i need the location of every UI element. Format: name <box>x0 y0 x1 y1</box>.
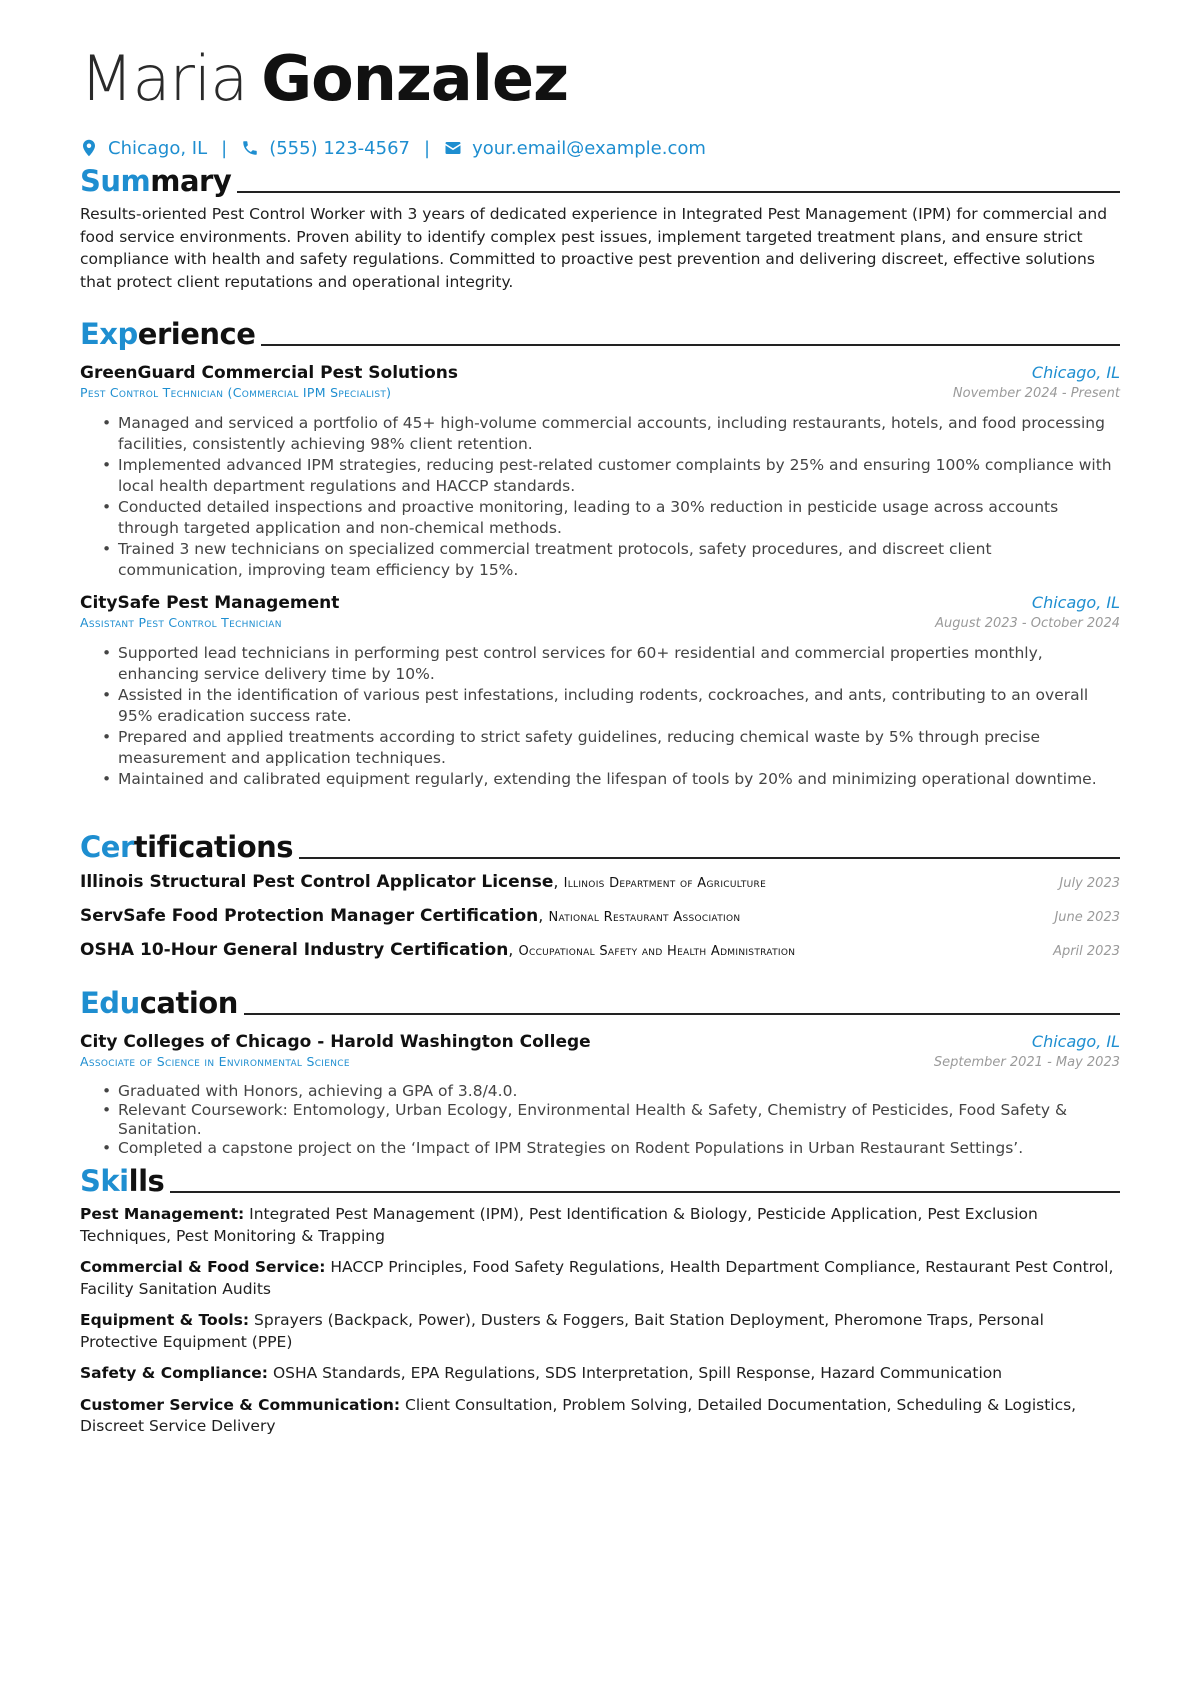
section-title: Summary <box>80 164 232 198</box>
bullet-item: • Relevant Coursework: Entomology, Urban Ecology, Environmental Health & Safety, Chemistry of Pesticides, Food Safety & Sanitation. <box>80 1101 1120 1139</box>
map-pin-icon <box>80 139 98 157</box>
cert-date: July 2023 <box>1059 876 1120 891</box>
section-rule <box>244 1013 1120 1015</box>
company-name: GreenGuard Commercial Pest Solutions <box>80 363 458 383</box>
skill-text: HACCP Principles, Food Safety Regulations, Health Department Compliance, Restaurant Pest Control, Facility Sanitation Audits <box>80 1258 1114 1298</box>
bullet-item: • Maintained and calibrated equipment regularly, extending the lifespan of tools by 20% and minimizing operational downtime. <box>80 769 1120 790</box>
cert-name: Illinois Structural Pest Control Applicator License <box>80 872 554 892</box>
section-rule <box>237 191 1120 193</box>
school-name: City Colleges of Chicago - Harold Washington College <box>80 1032 591 1052</box>
bullet-item: • Completed a capstone project on the ‘Impact of IPM Strategies on Rodent Populations in Urban Restaurant Settings’. <box>80 1139 1120 1158</box>
job-entry <box>80 363 1120 581</box>
skill-group <box>80 1310 1120 1353</box>
section-title: Skills <box>80 1164 165 1198</box>
section-rule <box>170 1191 1120 1193</box>
skill-text: Client Consultation, Problem Solving, Detailed Documentation, Scheduling & Logistics, Discreet Service Delivery <box>80 1395 1077 1435</box>
contact-bar <box>80 134 706 162</box>
phone-text: (555) 123-4567 <box>269 137 410 159</box>
skill-group <box>80 1395 1120 1438</box>
section-header <box>80 982 1120 1020</box>
skill-label: Equipment & Tools: <box>80 1311 250 1329</box>
contact-location <box>80 138 207 159</box>
summary-section <box>80 160 1120 293</box>
section-title: Education <box>80 986 238 1020</box>
cert-name: OSHA 10-Hour General Industry Certification <box>80 940 509 960</box>
section-rule <box>261 344 1120 346</box>
certifications-section <box>80 826 1120 974</box>
candidate-name <box>80 42 568 116</box>
company-name: CitySafe Pest Management <box>80 593 340 613</box>
section-header <box>80 313 1120 351</box>
section-header <box>80 826 1120 864</box>
skill-label: Safety & Compliance: <box>80 1364 268 1382</box>
job-location: Chicago, IL <box>1031 363 1120 382</box>
school-location: Chicago, IL <box>1031 1032 1120 1051</box>
job-dates: August 2023 - October 2024 <box>935 616 1120 631</box>
education-section <box>80 982 1120 1158</box>
certification-item: Illinois Structural Pest Control Applicator License, Illinois Department of Agriculture July 2023 <box>80 872 1120 892</box>
first-name: Maria <box>80 42 248 115</box>
contact-phone[interactable] <box>241 138 410 159</box>
education-dates: September 2021 - May 2023 <box>933 1055 1120 1070</box>
job-location: Chicago, IL <box>1031 593 1120 612</box>
bullet-item: • Graduated with Honors, achieving a GPA of 3.8/4.0. <box>80 1082 1120 1101</box>
section-title: Experience <box>80 317 256 351</box>
envelope-icon <box>444 139 462 157</box>
experience-section <box>80 313 1120 790</box>
job-bullets <box>80 413 1120 581</box>
skill-group <box>80 1257 1120 1300</box>
cert-name: ServSafe Food Protection Manager Certification <box>80 906 539 926</box>
bullet-item: • Prepared and applied treatments according to strict safety guidelines, reducing chemical waste by 5% through precise measurement and application techniques. <box>80 727 1120 769</box>
certification-item: OSHA 10-Hour General Industry Certification, Occupational Safety and Health Administration April 2023 <box>80 940 1120 960</box>
cert-org: Illinois Department of Agriculture <box>563 876 767 891</box>
email-text: your.email@example.com <box>472 137 706 159</box>
certification-item: ServSafe Food Protection Manager Certification, National Restaurant Association June 2023 <box>80 906 1120 926</box>
bullet-item: • Supported lead technicians in performing pest control services for 60+ residential and commercial properties monthly, enhancing service delivery time by 10%. <box>80 643 1120 685</box>
phone-icon <box>241 139 259 157</box>
bullet-item: • Assisted in the identification of various pest infestations, including rodents, cockroaches, and ants, contributing to an overall 95% eradication success rate. <box>80 685 1120 727</box>
location-text: Chicago, IL <box>108 137 208 159</box>
job-role: Assistant Pest Control Technician <box>80 615 282 630</box>
education-entry <box>80 1032 1120 1158</box>
cert-org: Occupational Safety and Health Administration <box>518 944 796 959</box>
job-bullets <box>80 643 1120 790</box>
job-entry <box>80 593 1120 790</box>
section-header <box>80 160 1120 198</box>
contact-separator: | <box>221 137 228 159</box>
last-name: Gonzalez <box>261 42 569 115</box>
job-role: Pest Control Technician (Commercial IPM Specialist) <box>80 385 392 400</box>
skill-label: Commercial & Food Service: <box>80 1258 326 1276</box>
skill-text: OSHA Standards, EPA Regulations, SDS Interpretation, Spill Response, Hazard Communication <box>272 1364 1003 1382</box>
bullet-item: • Implemented advanced IPM strategies, reducing pest-related customer complaints by 25% and ensuring 100% compliance with local health department regulations and HACCP standards. <box>80 455 1120 497</box>
section-title: Certifications <box>80 830 294 864</box>
section-header <box>80 1160 1120 1198</box>
bullet-item: • Managed and serviced a portfolio of 45+ high-volume commercial accounts, including restaurants, hotels, and food processing facilities, consistently achieving 98% client retention. <box>80 413 1120 455</box>
job-dates: November 2024 - Present <box>952 386 1120 401</box>
skill-text: Sprayers (Backpack, Power), Dusters & Foggers, Bait Station Deployment, Pheromone Traps, Personal Protective Equipment (PPE) <box>80 1311 1044 1351</box>
bullet-item: • Conducted detailed inspections and proactive monitoring, leading to a 30% reduction in pesticide usage across accounts through targeted application and non-chemical methods. <box>80 497 1120 539</box>
cert-date: April 2023 <box>1053 944 1120 959</box>
skill-label: Pest Management: <box>80 1205 245 1223</box>
skills-section <box>80 1160 1120 1448</box>
contact-email[interactable] <box>444 138 706 159</box>
cert-org: National Restaurant Association <box>548 910 741 925</box>
cert-date: June 2023 <box>1054 910 1120 925</box>
contact-separator: | <box>424 137 431 159</box>
skill-text: Integrated Pest Management (IPM), Pest Identification & Biology, Pesticide Application, Pest Exclusion Techniques, Pest Monitoring & Trapping <box>80 1205 1038 1245</box>
summary-text: Results-oriented Pest Control Worker with 3 years of dedicated experience in Integrated Pest Management (IPM) for commercial and food service environments. Proven ability to identify complex pest issues, implement targeted treatment plans, and ensure strict compliance with health and safety regulations. Committed to proactive pest prevention and delivering discreet, effective solutions that protect client reputations and operational integrity. <box>80 205 1108 291</box>
skill-group <box>80 1204 1120 1247</box>
degree: Associate of Science in Environmental Science <box>80 1054 350 1069</box>
section-rule <box>299 857 1120 859</box>
skill-label: Customer Service & Communication: <box>80 1395 401 1414</box>
bullet-item: • Trained 3 new technicians on specialized commercial treatment protocols, safety procedures, and discreet client communication, improving team efficiency by 15%. <box>80 539 1120 581</box>
education-bullets <box>80 1082 1120 1158</box>
skill-group <box>80 1363 1120 1385</box>
